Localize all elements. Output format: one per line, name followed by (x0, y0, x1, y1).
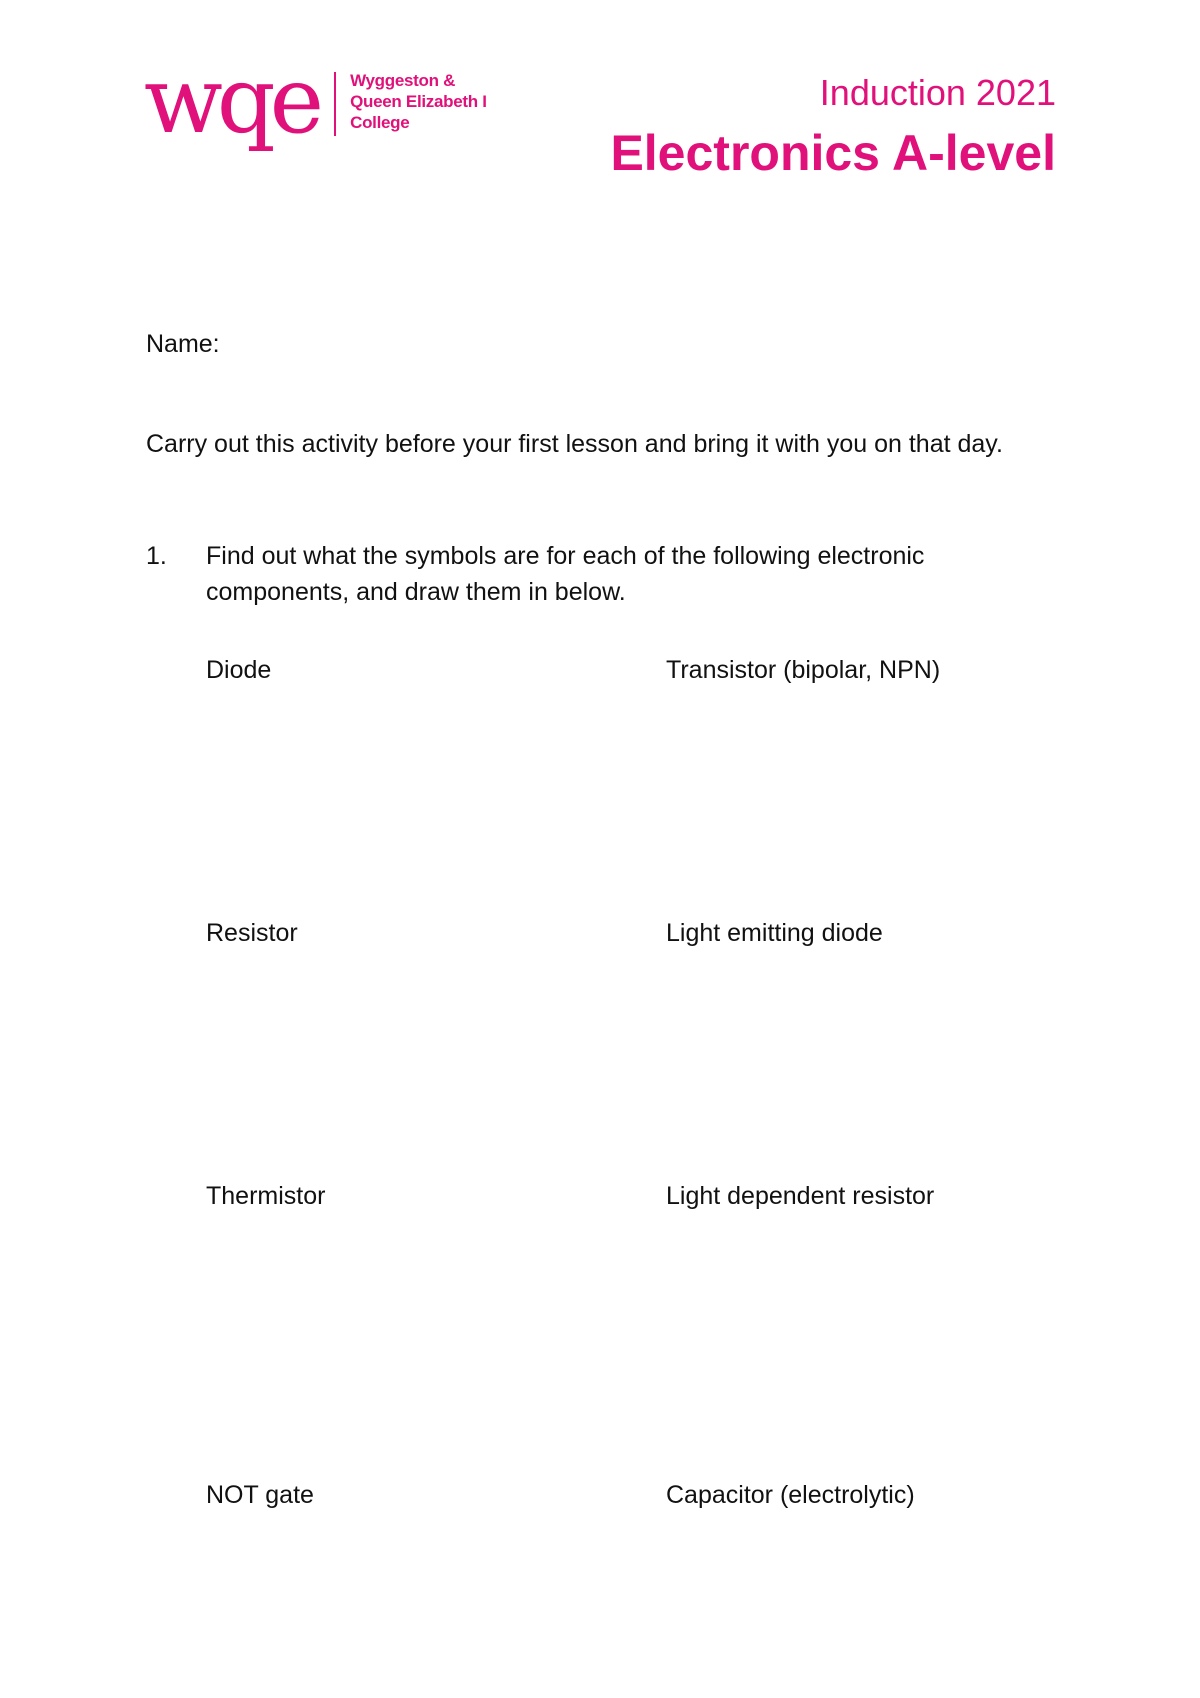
instructions-text: Carry out this activity before your first lesson and bring it with you on that day. (146, 430, 1003, 458)
logo-line: College (350, 113, 410, 132)
component-label-not-gate: NOT gate (206, 1481, 314, 1509)
page-title: Electronics A-level (610, 125, 1056, 181)
name-field-label: Name: (146, 330, 220, 358)
document-header (610, 70, 1056, 184)
question-number: 1. (146, 542, 167, 570)
component-label-resistor: Resistor (206, 919, 298, 947)
question-1 (146, 538, 1066, 610)
logo-college-name (350, 70, 487, 133)
component-label-transistor: Transistor (bipolar, NPN) (666, 656, 941, 684)
logo-line: Wyggeston & (350, 71, 456, 90)
logo-mark: wqe (144, 47, 319, 154)
logo-divider (334, 72, 336, 136)
component-label-led: Light emitting diode (666, 919, 883, 947)
question-text: Find out what the symbols are for each of the following electronic components, and draw them in below. (206, 542, 925, 606)
component-label-diode: Diode (206, 656, 272, 684)
induction-label: Induction 2021 (819, 72, 1056, 113)
college-logo (144, 47, 487, 162)
component-label-ldr: Light dependent resistor (666, 1182, 935, 1210)
logo-line: Queen Elizabeth I (350, 92, 487, 111)
component-label-capacitor: Capacitor (electrolytic) (666, 1481, 915, 1509)
component-label-thermistor: Thermistor (206, 1182, 326, 1210)
